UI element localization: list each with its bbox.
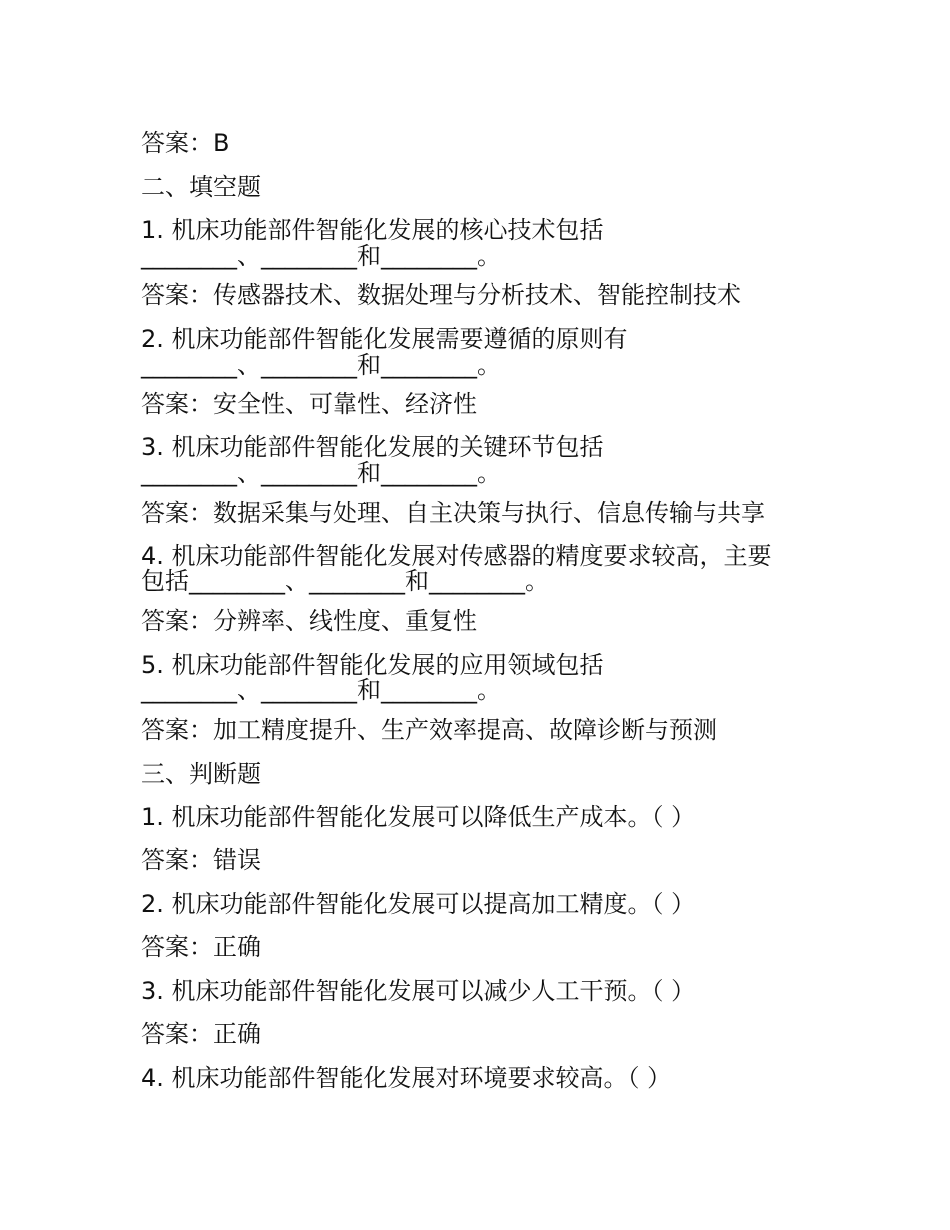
section-heading-true-false: 三、判断题 — [141, 760, 261, 788]
question-text: 3. 机床功能部件智能化发展的关键环节包括 — [141, 433, 604, 461]
question-text: 2. 机床功能部件智能化发展可以提高加工精度。（ ） — [141, 890, 696, 918]
question-blanks: ________、________和________。 — [141, 351, 501, 379]
answer-text: 答案：传感器技术、数据处理与分析技术、智能控制技术 — [141, 281, 741, 309]
answer-text: 答案：B — [141, 129, 230, 157]
question-blanks: 包括________、________和________。 — [141, 567, 549, 595]
answer-text: 答案：安全性、可靠性、经济性 — [141, 390, 477, 418]
answer-text: 答案：正确 — [141, 933, 261, 961]
question-text: 4. 机床功能部件智能化发展对环境要求较高。（ ） — [141, 1064, 672, 1092]
answer-text: 答案：正确 — [141, 1020, 261, 1048]
question-blanks: ________、________和________。 — [141, 459, 501, 487]
question-blanks: ________、________和________。 — [141, 242, 501, 270]
question-text: 1. 机床功能部件智能化发展可以降低生产成本。（ ） — [141, 803, 696, 831]
question-text: 1. 机床功能部件智能化发展的核心技术包括 — [141, 216, 604, 244]
answer-text: 答案：分辨率、线性度、重复性 — [141, 607, 477, 635]
question-text: 5. 机床功能部件智能化发展的应用领域包括 — [141, 651, 604, 679]
section-heading-fill-blank: 二、填空题 — [141, 173, 261, 201]
answer-text: 答案：加工精度提升、生产效率提高、故障诊断与预测 — [141, 716, 717, 744]
question-text: 2. 机床功能部件智能化发展需要遵循的原则有 — [141, 325, 628, 353]
question-blanks: ________、________和________。 — [141, 676, 501, 704]
question-text: 4. 机床功能部件智能化发展对传感器的精度要求较高，主要 — [141, 542, 772, 570]
answer-text: 答案：错误 — [141, 846, 261, 874]
question-text: 3. 机床功能部件智能化发展可以减少人工干预。（ ） — [141, 977, 696, 1005]
answer-text: 答案：数据采集与处理、自主决策与执行、信息传输与共享 — [141, 499, 765, 527]
